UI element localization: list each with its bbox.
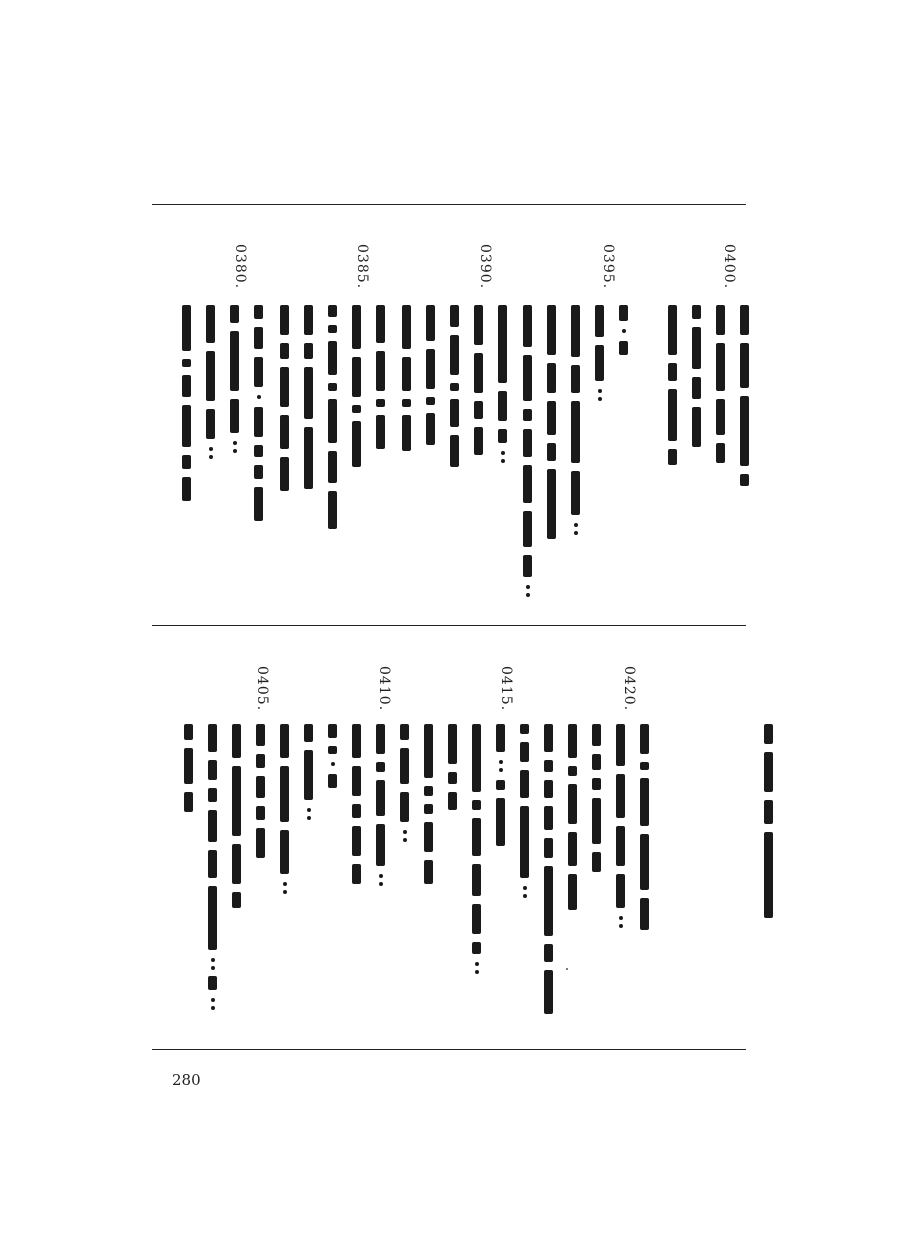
script-column	[544, 724, 553, 1014]
script-column	[376, 724, 385, 886]
script-column	[740, 305, 749, 486]
script-column	[568, 724, 577, 910]
script-column	[376, 305, 385, 449]
script-column	[640, 724, 649, 930]
script-column	[254, 305, 263, 521]
line-number-0400: 0400.	[721, 244, 737, 290]
script-column	[182, 305, 191, 501]
script-column	[328, 724, 337, 788]
line-number-0415: 0415.	[498, 666, 514, 712]
top-rule	[152, 204, 746, 205]
line-number-0405: 0405.	[254, 666, 270, 712]
script-column	[280, 724, 289, 894]
script-column	[256, 724, 265, 858]
script-column	[402, 305, 411, 451]
script-column	[595, 305, 604, 401]
line-number-0380: 0380.	[232, 244, 248, 290]
script-column	[764, 724, 773, 918]
script-column	[352, 724, 361, 884]
line-number-0420: 0420.	[621, 666, 637, 712]
scan-speck	[566, 968, 568, 970]
script-column	[523, 305, 532, 597]
script-column	[304, 305, 313, 489]
script-column	[571, 305, 580, 535]
script-column	[206, 305, 215, 459]
line-number-0395: 0395.	[600, 244, 616, 290]
bottom-rule	[152, 1049, 746, 1050]
script-column	[208, 724, 217, 1010]
script-column	[520, 724, 529, 898]
line-number-0390: 0390.	[477, 244, 493, 290]
script-column	[232, 724, 241, 908]
script-column	[426, 305, 435, 445]
script-column	[450, 305, 459, 467]
script-column	[619, 305, 628, 355]
script-column	[498, 305, 507, 463]
script-column	[184, 724, 193, 812]
script-column	[716, 305, 725, 463]
script-column	[304, 724, 313, 820]
line-number-0385: 0385.	[354, 244, 370, 290]
script-column	[424, 724, 433, 884]
script-column	[616, 724, 625, 928]
script-column	[472, 724, 481, 974]
script-column	[592, 724, 601, 872]
script-column	[400, 724, 409, 842]
script-column	[668, 305, 677, 465]
script-column	[496, 724, 505, 846]
middle-rule	[152, 625, 746, 626]
script-column	[448, 724, 457, 810]
script-column	[474, 305, 483, 455]
script-column	[547, 305, 556, 539]
script-column	[280, 305, 289, 491]
script-column	[352, 305, 361, 467]
page-number: 280	[172, 1071, 201, 1089]
script-column	[692, 305, 701, 447]
line-number-0410: 0410.	[376, 666, 392, 712]
script-column	[230, 305, 239, 453]
script-column	[328, 305, 337, 529]
